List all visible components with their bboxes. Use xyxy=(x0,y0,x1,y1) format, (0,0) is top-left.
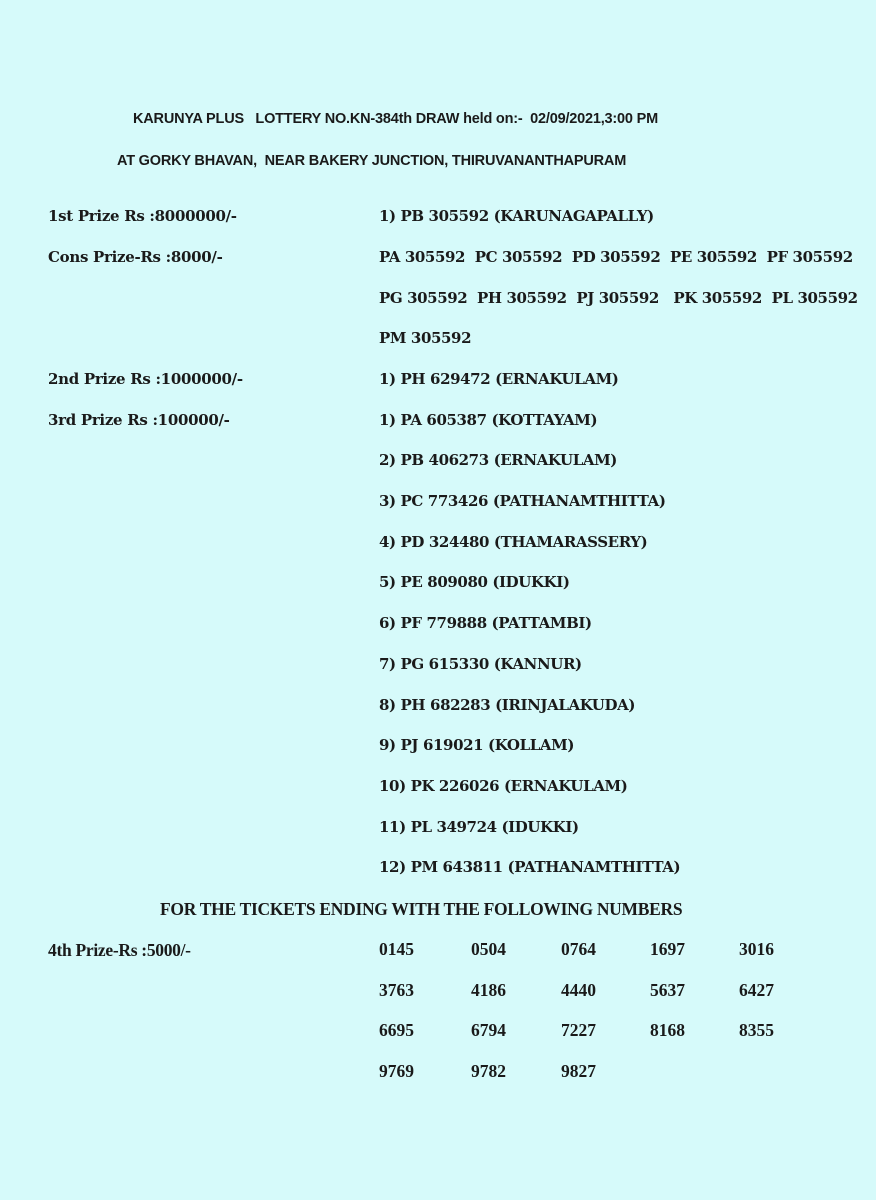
third-prize-winner: 2) PB 406273 (ERNAKULAM) xyxy=(379,451,617,469)
third-prize-winner: 11) PL 349724 (IDUKKI) xyxy=(379,818,579,836)
ending-number: 4440 xyxy=(561,980,596,1000)
ending-numbers-heading: FOR THE TICKETS ENDING WITH THE FOLLOWING NUMBERS xyxy=(160,899,683,919)
fourth-prize-label: 4th Prize-Rs :5000/- xyxy=(48,940,191,960)
ending-number: 0145 xyxy=(379,939,414,959)
ending-number: 9782 xyxy=(471,1061,506,1081)
ending-number: 8355 xyxy=(739,1020,774,1040)
cons-prize-line: PG 305592 PH 305592 PJ 305592 PK 305592 PL 305592 xyxy=(379,289,858,307)
ending-number: 0764 xyxy=(561,939,596,959)
ending-number: 3763 xyxy=(379,980,414,1000)
ending-number: 4186 xyxy=(471,980,506,1000)
cons-prize-line: PA 305592 PC 305592 PD 305592 PE 305592 PF 305592 xyxy=(379,248,853,266)
ending-number: 9827 xyxy=(561,1061,596,1081)
third-prize-winner: 4) PD 324480 (THAMARASSERY) xyxy=(379,533,648,551)
third-prize-winner: 8) PH 682283 (IRINJALAKUDA) xyxy=(379,696,636,714)
first-prize-label: 1st Prize Rs :8000000/- xyxy=(48,207,237,225)
ending-number: 6695 xyxy=(379,1020,414,1040)
draw-title: KARUNYA PLUS LOTTERY NO.KN-384th DRAW held on:- 02/09/2021,3:00 PM xyxy=(133,111,658,127)
second-prize-label: 2nd Prize Rs :1000000/- xyxy=(48,370,243,388)
third-prize-winner: 3) PC 773426 (PATHANAMTHITTA) xyxy=(379,492,666,510)
third-prize-winner: 10) PK 226026 (ERNAKULAM) xyxy=(379,777,628,795)
ending-number: 3016 xyxy=(739,939,774,959)
ending-number: 9769 xyxy=(379,1061,414,1081)
third-prize-winner: 9) PJ 619021 (KOLLAM) xyxy=(379,736,575,754)
draw-venue: AT GORKY BHAVAN, NEAR BAKERY JUNCTION, THIRUVANANTHAPURAM xyxy=(117,153,627,169)
third-prize-label: 3rd Prize Rs :100000/- xyxy=(48,411,230,429)
second-prize-winner: 1) PH 629472 (ERNAKULAM) xyxy=(379,370,619,388)
third-prize-winner: 7) PG 615330 (KANNUR) xyxy=(379,655,582,673)
ending-number: 8168 xyxy=(650,1020,685,1040)
third-prize-winner: 5) PE 809080 (IDUKKI) xyxy=(379,573,570,591)
ending-number: 1697 xyxy=(650,939,685,959)
cons-prize-line: PM 305592 xyxy=(379,329,472,347)
first-prize-winner: 1) PB 305592 (KARUNAGAPALLY) xyxy=(379,207,654,225)
ending-number: 0504 xyxy=(471,939,506,959)
third-prize-winner: 12) PM 643811 (PATHANAMTHITTA) xyxy=(379,858,681,876)
ending-number: 6427 xyxy=(739,980,774,1000)
cons-prize-label: Cons Prize-Rs :8000/- xyxy=(48,248,223,266)
third-prize-winner: 6) PF 779888 (PATTAMBI) xyxy=(379,614,592,632)
ending-number: 6794 xyxy=(471,1020,506,1040)
ending-number: 5637 xyxy=(650,980,685,1000)
ending-number: 7227 xyxy=(561,1020,596,1040)
third-prize-winner: 1) PA 605387 (KOTTAYAM) xyxy=(379,411,598,429)
